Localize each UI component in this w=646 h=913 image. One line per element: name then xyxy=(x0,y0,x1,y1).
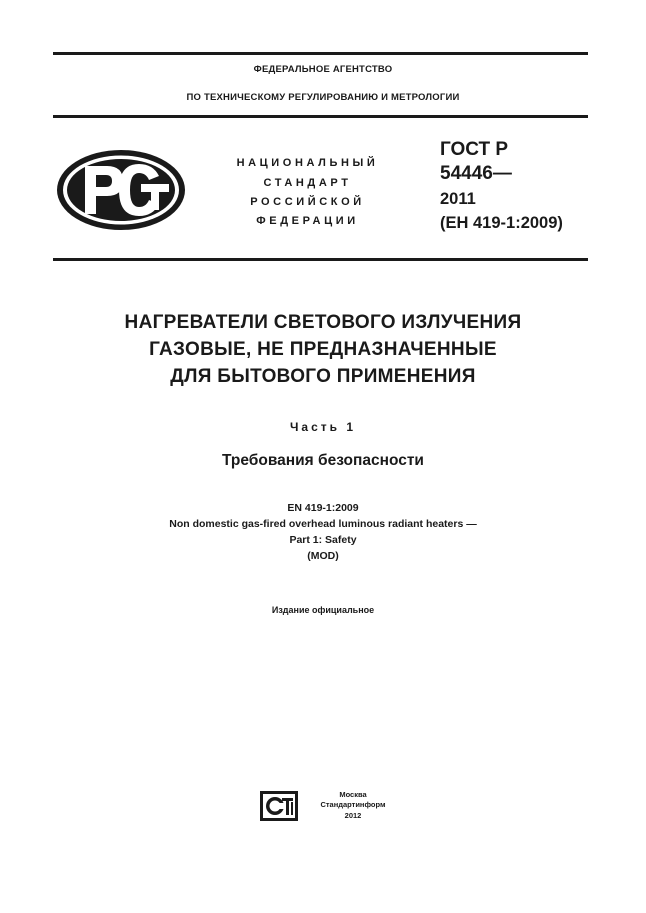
national-line-3: РОССИЙСКОЙ xyxy=(250,196,365,208)
publisher-city: Москва xyxy=(339,790,367,799)
part-label: Часть 1 xyxy=(289,420,357,434)
gost-code-line-1: ГОСТ Р xyxy=(440,139,509,160)
gost-year: 2011 xyxy=(440,190,476,208)
en-mod: (MOD) xyxy=(307,550,339,562)
en-part: Part 1: Safety xyxy=(289,534,357,546)
header-rule xyxy=(53,115,588,118)
national-line-4: ФЕДЕРАЦИИ xyxy=(256,215,359,227)
title-line-3: ДЛЯ БЫТОВОГО ПРИМЕНЕНИЯ xyxy=(170,366,476,387)
title-line-1: НАГРЕВАТЕЛИ СВЕТОВОГО ИЗЛУЧЕНИЯ xyxy=(124,312,522,333)
subtitle: Требования безопасности xyxy=(222,452,424,469)
gost-code-line-2: 54446— xyxy=(440,163,512,184)
national-line-1: НАЦИОНАЛЬНЫЙ xyxy=(236,157,379,169)
rst-certification-mark-icon xyxy=(55,148,187,232)
agency-line-2: ПО ТЕХНИЧЕСКОМУ РЕГУЛИРОВАНИЮ И МЕТРОЛОГИИ xyxy=(186,92,460,103)
en-code: EN 419-1:2009 xyxy=(287,502,359,514)
en-title: Non domestic gas-fired overhead luminous radiant heaters — xyxy=(169,518,477,530)
publisher-year: 2012 xyxy=(344,811,362,820)
standartinform-logo-icon xyxy=(260,791,298,821)
publisher-name: Стандартинформ xyxy=(320,800,386,809)
top-rule xyxy=(53,52,588,55)
agency-line-1: ФЕДЕРАЛЬНОЕ АГЕНТСТВО xyxy=(253,64,393,75)
national-line-2: СТАНДАРТ xyxy=(263,177,352,189)
title-line-2: ГАЗОВЫЕ, НЕ ПРЕДНАЗНАЧЕННЫЕ xyxy=(149,339,497,360)
edition-label: Издание официальное xyxy=(271,605,375,615)
gost-equivalent: (ЕН 419-1:2009) xyxy=(440,214,563,232)
standard-rule xyxy=(53,258,588,261)
